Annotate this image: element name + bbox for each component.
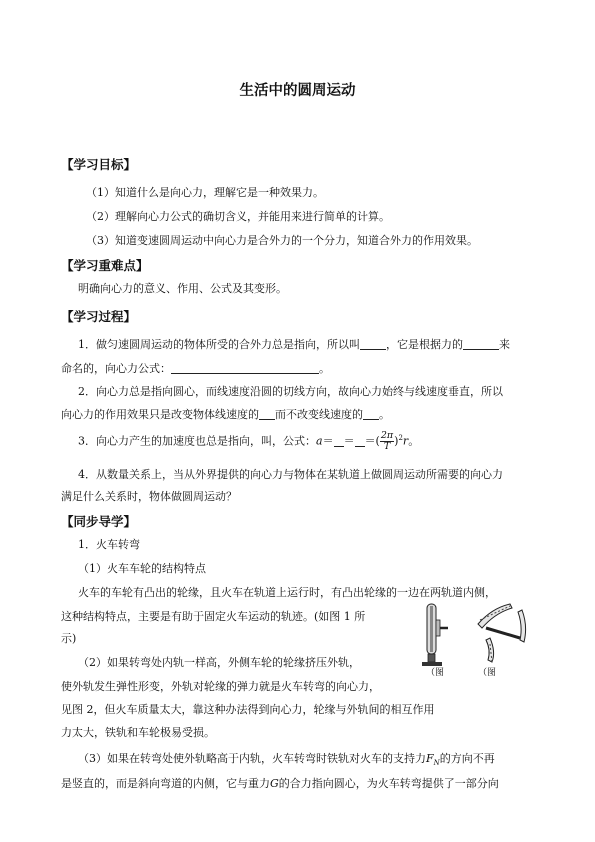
- q3-blank-1[interactable]: [334, 434, 344, 447]
- question-1-line-2: [61, 361, 330, 376]
- section-heading-guide: 【同步导学】: [61, 514, 137, 529]
- q2-text-d: 。: [379, 408, 390, 421]
- guide-paragraph-2-line-4: 力太大，铁轨和车轮极易受损。: [61, 726, 215, 739]
- q3-eq-2: ＝: [343, 434, 355, 448]
- q1-text-b: ，它是根据力的: [386, 338, 463, 351]
- guide-heading-1: 1．火车转弯: [78, 538, 140, 551]
- p3-text-c: 是竖直的，而是斜向弯道的内侧，它与重力: [61, 777, 270, 790]
- q1-text-c: 来: [499, 338, 510, 351]
- q3-exponent: 2: [398, 434, 403, 442]
- q3-var-a: a: [316, 434, 323, 448]
- goal-item-1: （1）知道什么是向心力，理解它是一种效果力。: [86, 186, 324, 199]
- guide-paragraph-2-line-1: （2）如果转弯处内轨一样高，外侧车轮的轮缘挤压外轨，: [78, 656, 360, 669]
- q3-var-r: r: [402, 434, 409, 448]
- guide-paragraph-2-line-3: 见图 2，但火车质量太大，靠这种办法得到向心力，轮缘与外轨间的相互作用: [61, 703, 435, 716]
- figure-2-wheelset-illustration: [470, 598, 540, 668]
- p3-text-d: 的合力指向圆心，为火车转弯提供了一部分向: [278, 777, 499, 790]
- guide-paragraph-1-line-1: 火车的车轮有凸出的轮缘，且火车在轨道上运行时，有凸出轮缘的一边在两轨道内侧，: [78, 586, 496, 599]
- q3-fraction: [380, 431, 394, 452]
- goal-item-3: （3）知道变速圆周运动中向心力是合外力的一个分力，知道合外力的作用效果。: [86, 234, 478, 247]
- q1-blank-2[interactable]: [463, 337, 499, 350]
- p3-force-symbol: F: [426, 752, 434, 765]
- q2-blank-2[interactable]: [363, 407, 379, 420]
- q3-close-paren: ): [394, 434, 399, 448]
- p3-gravity-symbol: G: [270, 777, 279, 790]
- goal-item-2: （2）理解向心力公式的确切含义，并能用来进行简单的计算。: [86, 210, 390, 223]
- q1-formula-blank[interactable]: [171, 361, 319, 374]
- page-title: 生活中的圆周运动: [239, 83, 356, 99]
- question-4-line-2: 满足什么关系时，物体做圆周运动？: [61, 490, 237, 503]
- guide-heading-2: （1）火车车轮的结构特点: [78, 562, 206, 575]
- q1-text-d: 命名的，向心力公式：: [61, 362, 171, 375]
- section-heading-key-points: 【学习重难点】: [61, 258, 149, 273]
- q1-text-a: 1．做匀速圆周运动的物体所受的合外力总是指向，所以叫: [78, 338, 360, 351]
- q2-blank-1[interactable]: [259, 407, 275, 420]
- guide-paragraph-1-line-3: 示): [61, 632, 77, 645]
- question-2-line-1: 2．向心力总是指向圆心，而线速度沿圆的切线方向，故向心力始终与线速度垂直，所以: [78, 385, 503, 398]
- q3-fraction-numerator: 2π: [380, 430, 394, 442]
- guide-paragraph-1-line-2: 这种结构特点，主要是有助于固定火车运动的轨迹。(如图 1 所: [61, 610, 366, 623]
- figure-1-wheel-illustration: [418, 600, 456, 670]
- q1-blank-1[interactable]: [360, 337, 386, 350]
- question-1-line-1: [78, 337, 510, 352]
- q3-blank-2[interactable]: [355, 434, 365, 447]
- key-points-text: 明确向心力的意义、作用、公式及其变形。: [78, 282, 287, 295]
- q3-eq-3: ＝(: [364, 434, 380, 448]
- q3-eq-1: ＝: [322, 434, 334, 448]
- figure-1-label: （图: [426, 668, 445, 678]
- p3-text-a: （3）如果在转弯处使外轨略高于内轨，火车转弯时铁轨对火车的支持力: [78, 752, 426, 765]
- question-3-line: [78, 426, 419, 454]
- section-heading-process: 【学习过程】: [61, 309, 137, 324]
- q3-end: 。: [408, 434, 420, 448]
- q2-text-b: 向心力的作用效果只是改变物体线速度的: [61, 408, 259, 421]
- p3-force-subscript: N: [433, 759, 440, 768]
- figure-2-label: （图: [478, 668, 497, 678]
- section-heading-goals: 【学习目标】: [61, 157, 137, 172]
- q3-fraction-denominator: T: [383, 441, 391, 453]
- q2-text-c: 而不改变线速度的: [275, 408, 363, 421]
- guide-paragraph-3-line-2: [61, 777, 499, 791]
- question-4-line-1: 4．从数量关系上，当从外界提供的向心力与物体在某轨道上做圆周运动所需要的向心力: [78, 468, 503, 481]
- guide-paragraph-3-line-1: [78, 752, 495, 770]
- q1-text-e: 。: [319, 362, 330, 375]
- p3-text-b: 的方向不再: [439, 752, 495, 765]
- q3-text-a: 3．向心力产生的加速度也总是指向，叫，公式：: [78, 434, 316, 448]
- question-2-line-2: [61, 407, 390, 422]
- guide-paragraph-2-line-2: 使外轨发生弹性形变，外轨对轮缘的弹力就是火车转弯的向心力，: [61, 680, 380, 693]
